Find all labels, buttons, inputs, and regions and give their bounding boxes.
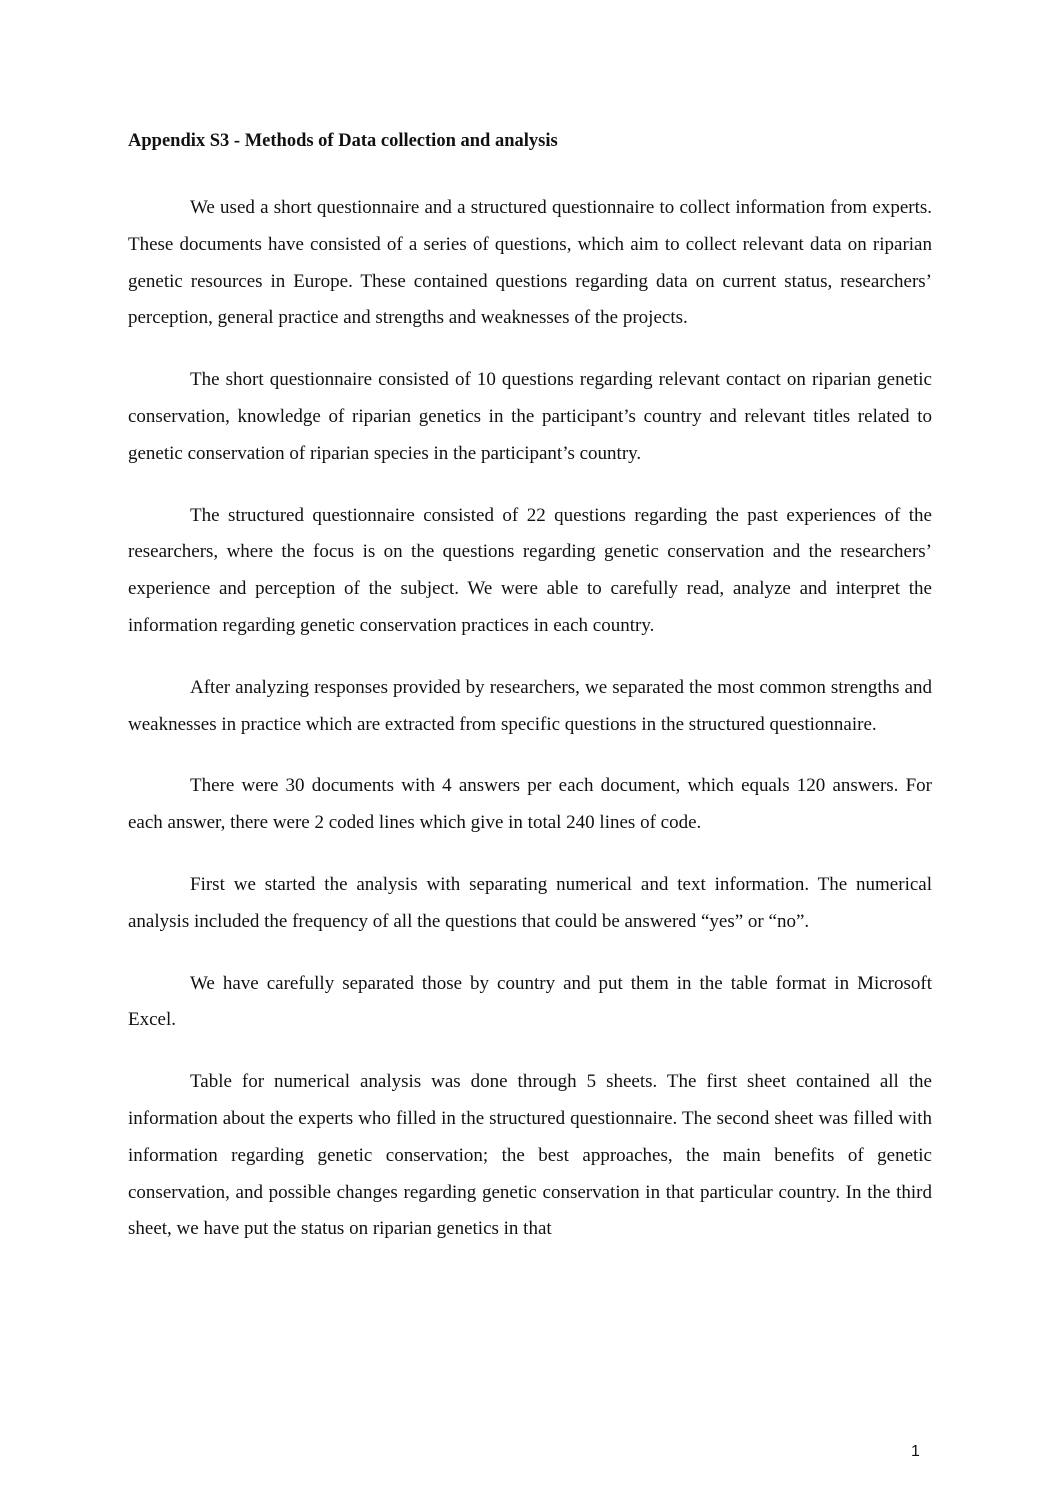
appendix-heading: Appendix S3 - Methods of Data collection and analysis <box>128 131 558 151</box>
paragraph-excel: We have carefully separated those by country and put them in the table format in Microsoft Excel. <box>128 972 932 1031</box>
page-number: 1 <box>911 1443 920 1460</box>
paragraph-numerical-analysis: First we started the analysis with separating numerical and text information. The numerical analysis included the frequency of all the questions that could be answered “yes” or “no”. <box>128 873 932 932</box>
paragraph-strengths-weaknesses: After analyzing responses provided by researchers, we separated the most common strengths and weaknesses in practice which are extracted from specific questions in the structured questionnaire. <box>128 676 932 735</box>
paragraph-documents-count: There were 30 documents with 4 answers per each document, which equals 120 answers. For each answer, there were 2 coded lines which give in total 240 lines of code. <box>128 775 932 834</box>
paragraph-structured-questionnaire: The structured questionnaire consisted of 22 questions regarding the past experiences of the researchers, where the focus is on the questions regarding genetic conservation and the researchers’ experience and perception of the subject. We were able to carefully read, analyze and interpret the information regarding genetic conservation practices in each country. <box>128 504 932 636</box>
paragraph-short-questionnaire: The short questionnaire consisted of 10 questions regarding relevant contact on riparian genetic conservation, knowledge of riparian genetics in the participant’s country and relevant titles related to genetic conservation of riparian species in the participant’s country. <box>128 369 932 464</box>
paragraph-sheets: Table for numerical analysis was done through 5 sheets. The first sheet contained all the information about the experts who filled in the structured questionnaire. The second sheet was filled with information regarding genetic conservation; the best approaches, the main benefits of genetic conservation, and possible changes regarding genetic conservation in that particular country. In the third sheet, we have put the status on riparian genetics in that <box>128 1071 932 1240</box>
paragraph-questionnaires: We used a short questionnaire and a structured questionnaire to collect information from experts. These documents have consisted of a series of questions, which aim to collect relevant data on riparian genetic resources in Europe. These contained questions regarding data on current status, researchers’ perception, general practice and strengths and weaknesses of the projects. <box>128 197 932 329</box>
page-body <box>128 126 932 1273</box>
